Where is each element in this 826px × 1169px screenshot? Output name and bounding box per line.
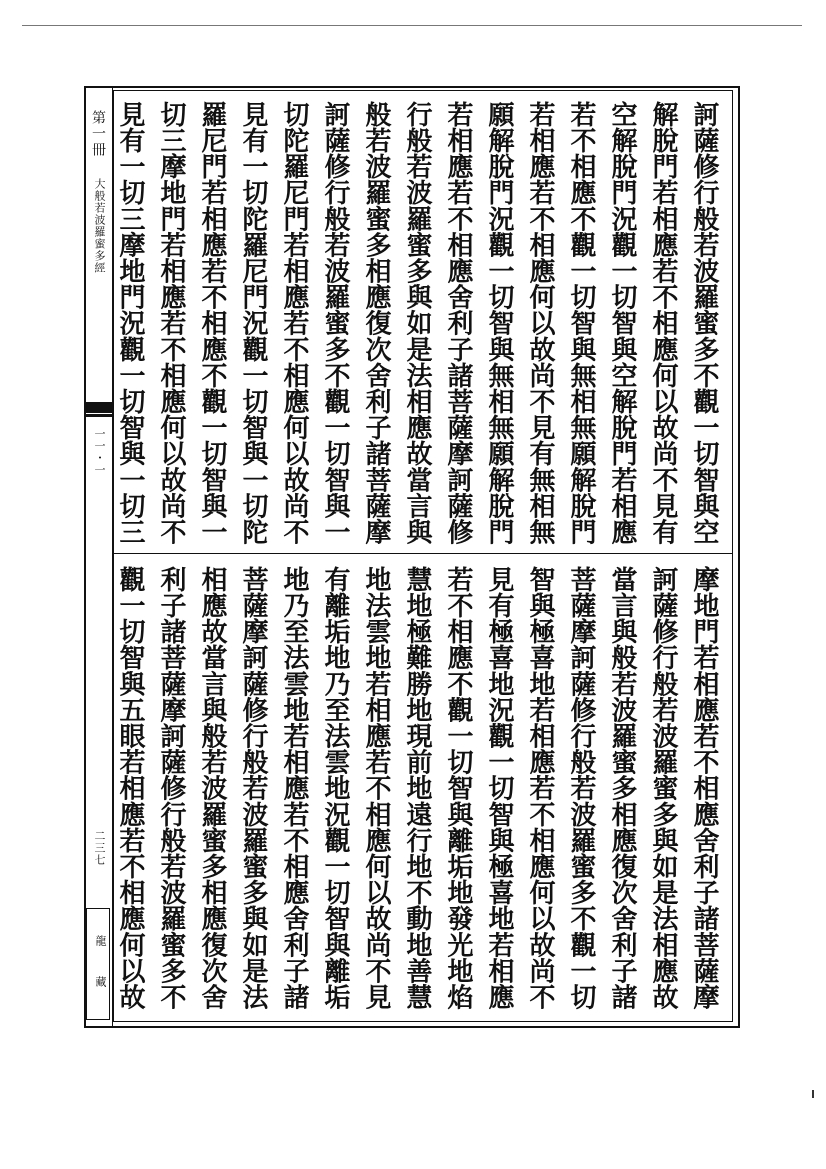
text-column: 慧地極難勝地現前地遠行地不動地善慧 — [402, 566, 432, 1010]
text-column: 若相應若不相應何以故尚不見有無相無 — [525, 101, 555, 545]
text-column: 羅尼門若相應若不相應不觀一切智與一 — [197, 101, 227, 545]
text-column: 利子諸菩薩摩訶薩修行般若波羅蜜多不 — [156, 566, 186, 1010]
scan-mark — [812, 1090, 814, 1098]
text-column: 空解脫門況觀一切智與空解脫門若相應 — [607, 101, 637, 545]
text-column: 菩薩摩訶薩修行般若波羅蜜多不觀一切 — [566, 566, 596, 1010]
text-column: 地乃至法雲地若相應若不相應舍利子諸 — [279, 566, 309, 1010]
text-column: 見有一切三摩地門況觀一切智與一切三 — [115, 101, 145, 545]
text-column: 訶薩修行般若波羅蜜多不觀一切智與一 — [320, 101, 350, 545]
page-number: 二三七 — [93, 830, 106, 866]
text-column: 行般若波羅蜜多與如是法相應故當言與 — [402, 101, 432, 545]
text-column: 觀一切智與五眼若相應若不相應何以故 — [115, 566, 145, 1010]
text-column: 有離垢地乃至法雲地況觀一切智與離垢 — [320, 566, 350, 1010]
text-column: 當言與般若波羅蜜多相應復次舍利子諸 — [607, 566, 637, 1010]
text-column: 相應故當言與般若波羅蜜多相應復次舍 — [197, 566, 227, 1010]
text-column: 訶薩修行般若波羅蜜多與如是法相應故 — [648, 566, 678, 1010]
text-column: 若不相應不觀一切智與無相無願解脫門 — [566, 101, 596, 545]
text-column: 般若波羅蜜多相應復次舍利子諸菩薩摩 — [361, 101, 391, 545]
volume-label: 第一冊 — [90, 110, 106, 158]
page-top-rule — [22, 25, 802, 26]
text-column: 智與極喜地若相應若不相應何以故尚不 — [525, 566, 555, 1010]
text-column: 願解脫門況觀一切智與無相無願解脫門 — [484, 101, 514, 545]
collection-label: 龍藏 — [94, 935, 107, 1017]
text-column: 切三摩地門若相應若不相應何以故尚不 — [156, 101, 186, 545]
text-column: 訶薩修行般若波羅蜜多不觀一切智與空 — [689, 101, 719, 545]
text-column: 解脫門若相應若不相應何以故尚不見有 — [648, 101, 678, 545]
text-column: 地法雲地若相應若不相應何以故尚不見 — [361, 566, 391, 1010]
middle-divider — [113, 553, 733, 554]
text-column: 切陀羅尼門若相應若不相應何以故尚不 — [279, 101, 309, 545]
text-column: 見有極喜地況觀一切智與極喜地若相應 — [484, 566, 514, 1010]
text-column: 若相應若不相應舍利子諸菩薩摩訶薩修 — [443, 101, 473, 545]
fishtail-mark-lower — [84, 414, 113, 417]
page-marker: 一一・一 — [93, 428, 106, 476]
text-column: 摩地門若相應若不相應舍利子諸菩薩摩 — [689, 566, 719, 1010]
text-column: 菩薩摩訶薩修行般若波羅蜜多與如是法 — [238, 566, 268, 1010]
text-column: 若不相應不觀一切智與離垢地發光地焰 — [443, 566, 473, 1010]
fishtail-mark — [84, 402, 113, 413]
text-column: 見有一切陀羅尼門況觀一切智與一切陀 — [238, 101, 268, 545]
sutra-title: 大般若波羅蜜多經 — [93, 178, 106, 274]
gutter-divider — [112, 86, 113, 1028]
